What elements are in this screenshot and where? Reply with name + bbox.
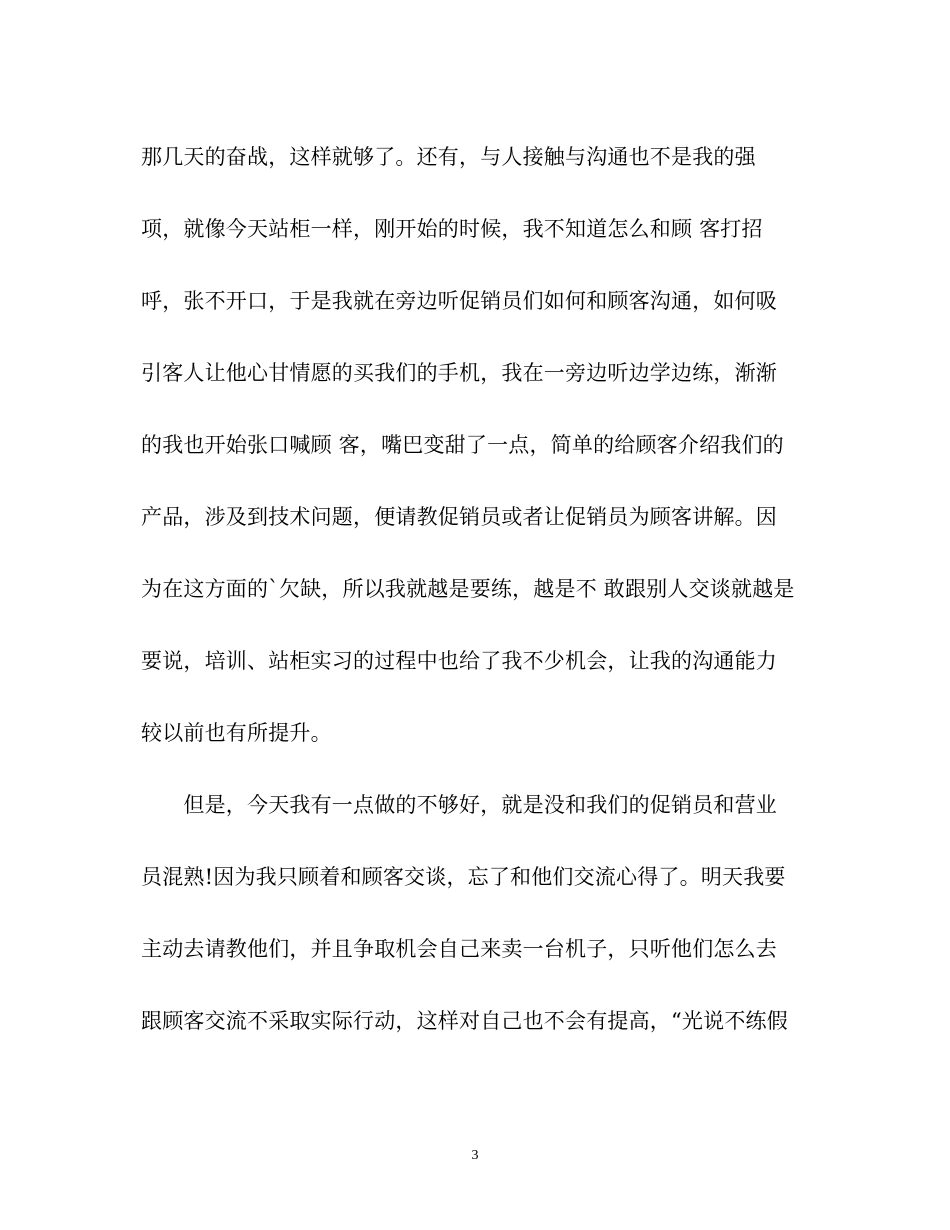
text-line: 的我也开始张口喊顾 客，嘴巴变甜了一点，简单的给顾客介绍我们的 xyxy=(141,433,784,457)
page-number: 3 xyxy=(471,1148,479,1163)
text-line: 较以前也有所提升。 xyxy=(141,721,332,745)
text-line: 员混熟!因为我只顾着和顾客交谈，忘了和他们交流心得了。明天我要 xyxy=(141,865,786,889)
text-line: 那几天的奋战，这样就够了。还有，与人接触与沟通也不是我的强 xyxy=(141,145,756,169)
text-line: 但是，今天我有一点做的不够好，就是没和我们的促销员和营业 xyxy=(141,793,777,817)
text-line: 要说，培训、站柜实习的过程中也给了我不少机会，让我的沟通能力 xyxy=(141,649,777,673)
text-line: 产品，涉及到技术问题，便请教促销员或者让促销员为顾客讲解。因 xyxy=(141,505,777,529)
text-line: 为在这方面的`欠缺，所以我就越是要练，越是不 敢跟别人交谈就越是 xyxy=(141,577,795,601)
text-line: 跟顾客交流不采取实际行动，这样对自己也不会有提高，“光说不练假 xyxy=(141,1009,788,1033)
text-line: 主动去请教他们，并且争取机会自己来卖一台机子，只听他们怎么去 xyxy=(141,937,777,961)
text-line: 引客人让他心甘情愿的买我们的手机，我在一旁边听边学边练，渐渐 xyxy=(141,361,777,385)
text-line: 呼，张不开口，于是我就在旁边听促销员们如何和顾客沟通，如何吸 xyxy=(141,289,777,313)
text-line: 项，就像今天站柜一样，刚开始的时候，我不知道怎么和顾 客打招 xyxy=(141,217,763,241)
